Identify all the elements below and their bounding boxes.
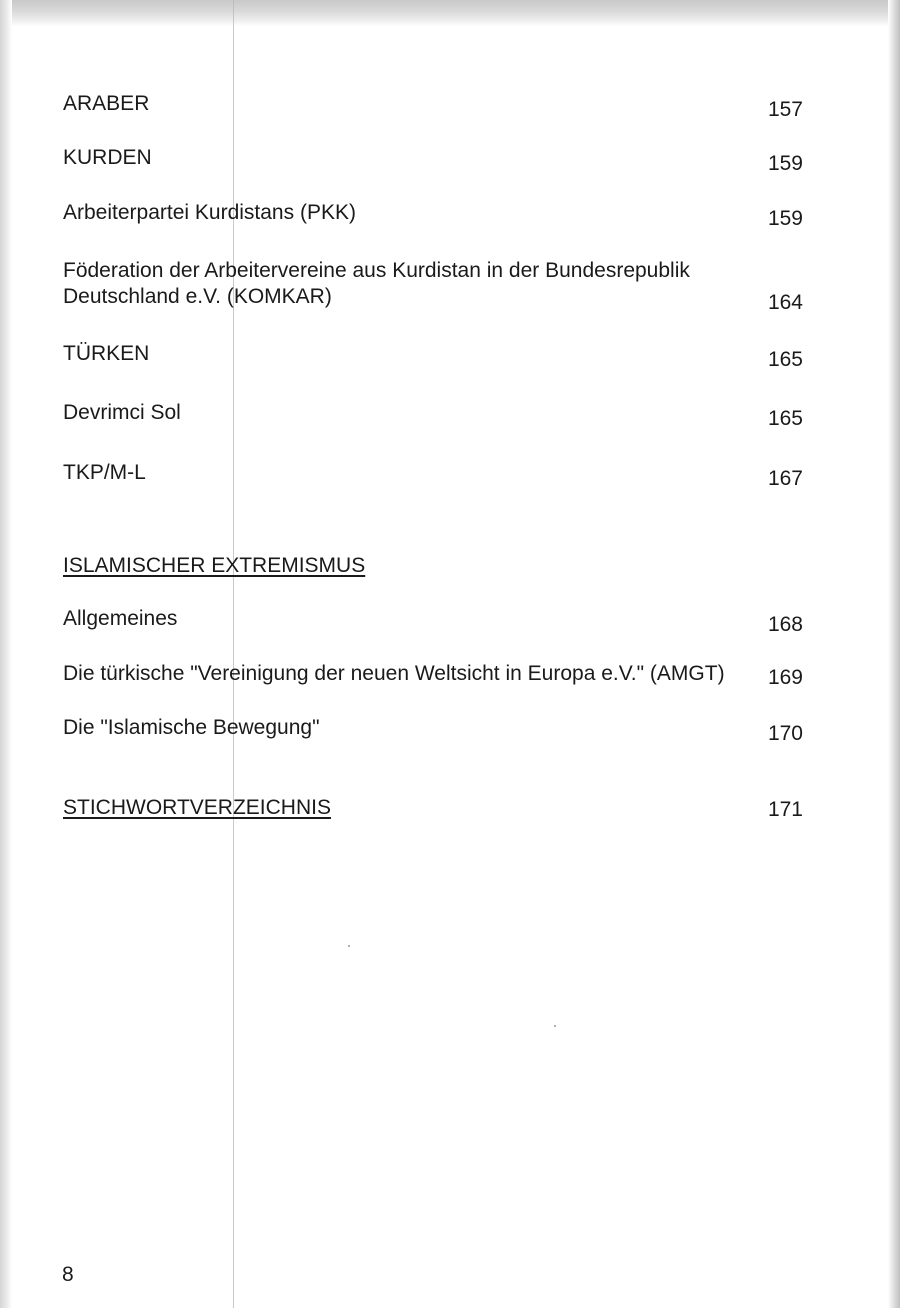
scan-fold-line: [233, 0, 234, 1308]
toc-section-islamischer-extremismus: [63, 553, 803, 579]
toc-entry-title-line: Föderation der Arbeitervereine aus Kurdistan in der Bundesrepublik: [63, 259, 690, 282]
toc-entry-title-line: Deutschland e.V. (KOMKAR): [63, 285, 332, 308]
toc-entry-amgt: [63, 661, 803, 687]
toc-entry-page: 168: [767, 613, 803, 636]
toc-entry-devrimci-sol: [63, 400, 803, 430]
toc-entry-pkk: [63, 200, 803, 230]
scan-edge-top: [0, 0, 900, 26]
toc-entry-title: Arbeiterpartei Kurdistans (PKK): [63, 201, 356, 224]
toc-entry-title: TKP/M-L: [63, 461, 146, 484]
toc-entry-title: Allgemeines: [63, 607, 178, 630]
toc-entry-page: 170: [767, 722, 803, 745]
toc-entry-title: Devrimci Sol: [63, 401, 181, 424]
scan-edge-right: [888, 0, 900, 1308]
toc-entry-page: 165: [767, 407, 803, 430]
toc-entry-title: [63, 258, 723, 310]
toc-entry-page: 159: [767, 152, 803, 175]
page-number: 8: [62, 1263, 74, 1286]
toc-entry-page: 159: [767, 207, 803, 230]
toc-entry-title: ARABER: [63, 92, 150, 115]
toc-entry-title: TÜRKEN: [63, 342, 150, 365]
toc-entry-islamische-bewegung: [63, 715, 803, 745]
toc-section-heading: ISLAMISCHER EXTREMISMUS: [63, 554, 366, 577]
toc-entry-title: Die türkische "Vereinigung der neuen Weltsicht in Europa e.V." (AMGT): [63, 662, 725, 685]
toc-entry-page: 171: [767, 798, 803, 821]
toc-entry-title: Die "Islamische Bewegung": [63, 716, 320, 739]
toc-entry-araber: [63, 91, 803, 121]
toc-section-stichwortverzeichnis: [63, 795, 803, 821]
scan-edge-left: [0, 0, 12, 1308]
scan-speck: [554, 1025, 556, 1027]
toc-entry-page: 169: [767, 666, 803, 689]
scan-speck: [348, 945, 350, 947]
toc-entry-page: 167: [767, 467, 803, 490]
toc-entry-page: 164: [767, 291, 803, 314]
toc-entry-page: 157: [767, 98, 803, 121]
toc-entry-tkp-ml: [63, 460, 803, 490]
toc-entry-tuerken: [63, 341, 803, 371]
toc-entry-komkar: [63, 258, 803, 314]
toc-entry-allgemeines: [63, 606, 803, 636]
toc-entry-title: KURDEN: [63, 146, 152, 169]
toc-entry-kurden: [63, 145, 803, 175]
toc-section-heading: STICHWORTVERZEICHNIS: [63, 796, 331, 819]
toc-entry-page: 165: [767, 348, 803, 371]
